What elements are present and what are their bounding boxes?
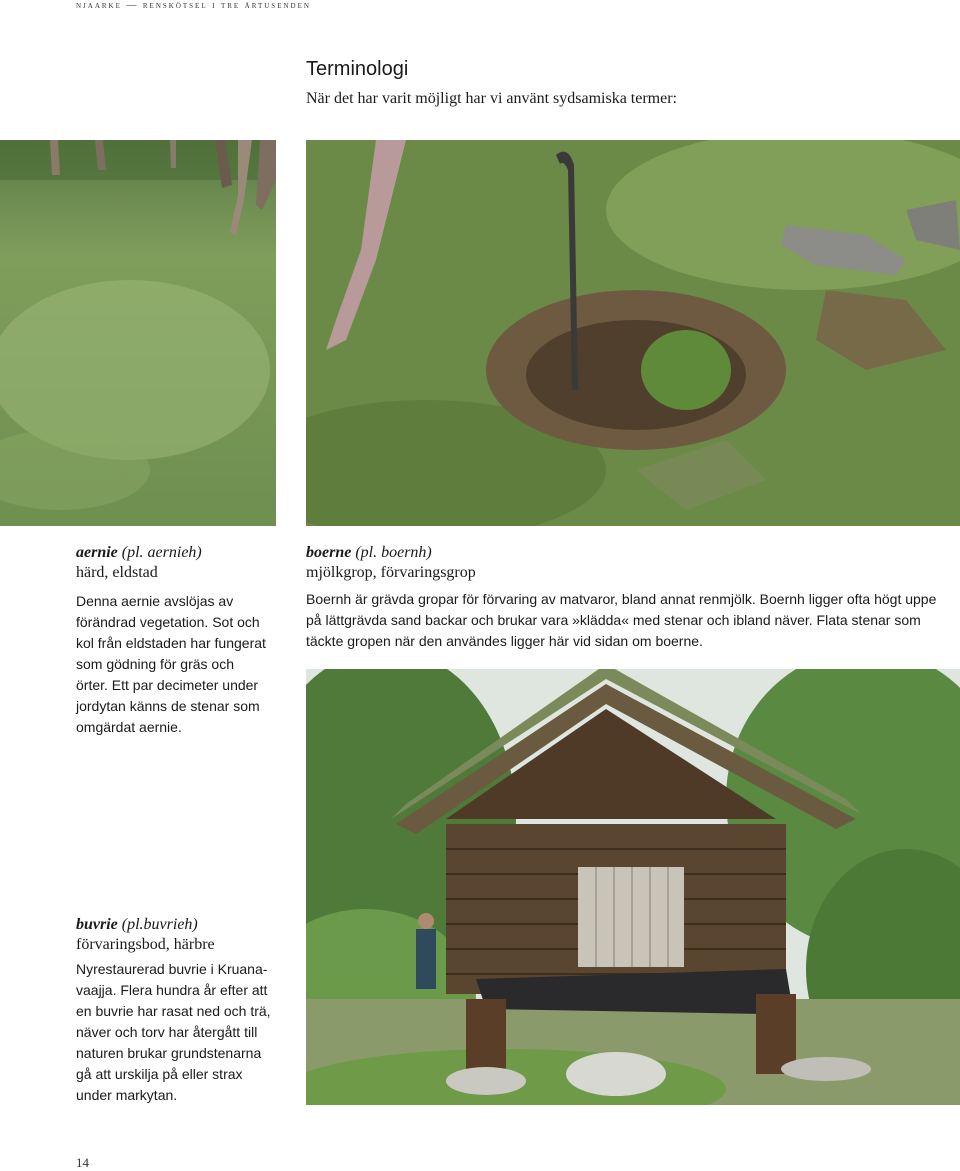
aernie-line: omgärdat aernie.: [76, 719, 182, 735]
buvrie-line: en buvrie har rasat ned och trä,: [76, 1003, 271, 1019]
page-number: 14: [76, 1155, 89, 1170]
plural-boerne: (pl. boernh): [355, 544, 432, 561]
aernie-line: som gödning för gräs och: [76, 656, 234, 672]
plural-aernie: (pl. aernieh): [121, 544, 202, 561]
buvrie-line: gå att urskilja på eller strax: [76, 1066, 243, 1082]
meaning-aernie: härd, eldstad: [76, 564, 158, 581]
meaning-boerne: mjölkgrop, förvaringsgrop: [306, 564, 476, 581]
entry-boerne-body: [306, 589, 960, 652]
boerne-line: Boernh är grävda gropar för förvaring av matvaror, bland annat renmjölk. Boernh ligger ofta högt uppe: [306, 591, 937, 607]
boerne-line: täckte gropen när den användes ligger här vid sidan om boerne.: [306, 633, 703, 649]
buvrie-line: naturen brukar grundstenarna: [76, 1045, 262, 1061]
running-head: njaarke — renskötsel i tre årtusenden: [76, 0, 311, 11]
term-buvrie: buvrie: [76, 916, 118, 933]
aernie-line: förändrad vegetation. Sot och: [76, 614, 260, 630]
photo-boerne-pit: [306, 140, 960, 526]
entry-buvrie-head: [76, 915, 296, 955]
entry-buvrie-body: [76, 959, 296, 1106]
meaning-buvrie: förvaringsbod, härbre: [76, 936, 215, 953]
term-aernie: aernie: [76, 544, 118, 561]
photo-buvrie-storehouse: [306, 669, 960, 1105]
terminology-intro: När det har varit möjligt har vi använt sydsamiska termer:: [306, 90, 677, 107]
entry-aernie-head: [76, 543, 286, 583]
terminology-title: Terminologi: [306, 58, 409, 80]
buvrie-line: under markytan.: [76, 1087, 178, 1103]
buvrie-line: Nyrestaurerad buvrie i Kruana-: [76, 961, 268, 977]
plural-buvrie: (pl.buvrieh): [121, 916, 198, 933]
entry-aernie-body: [76, 591, 286, 738]
boerne-line: på lättgrävda sand backar och brukar vara »klädda« med stenar och ibland näver. Flata stenar som: [306, 612, 921, 628]
photo-aernie-meadow: [0, 140, 276, 526]
buvrie-line: vaajja. Flera hundra år efter att: [76, 982, 268, 998]
buvrie-line: näver och torv har återgått till: [76, 1024, 258, 1040]
entry-boerne-head: [306, 543, 946, 583]
term-boerne: boerne: [306, 544, 352, 561]
aernie-line: Denna aernie avslöjas av: [76, 593, 234, 609]
aernie-line: kol från eldstaden har fungerat: [76, 635, 266, 651]
aernie-line: jordytan känns de stenar som: [76, 698, 260, 714]
aernie-line: örter. Ett par decimeter under: [76, 677, 259, 693]
